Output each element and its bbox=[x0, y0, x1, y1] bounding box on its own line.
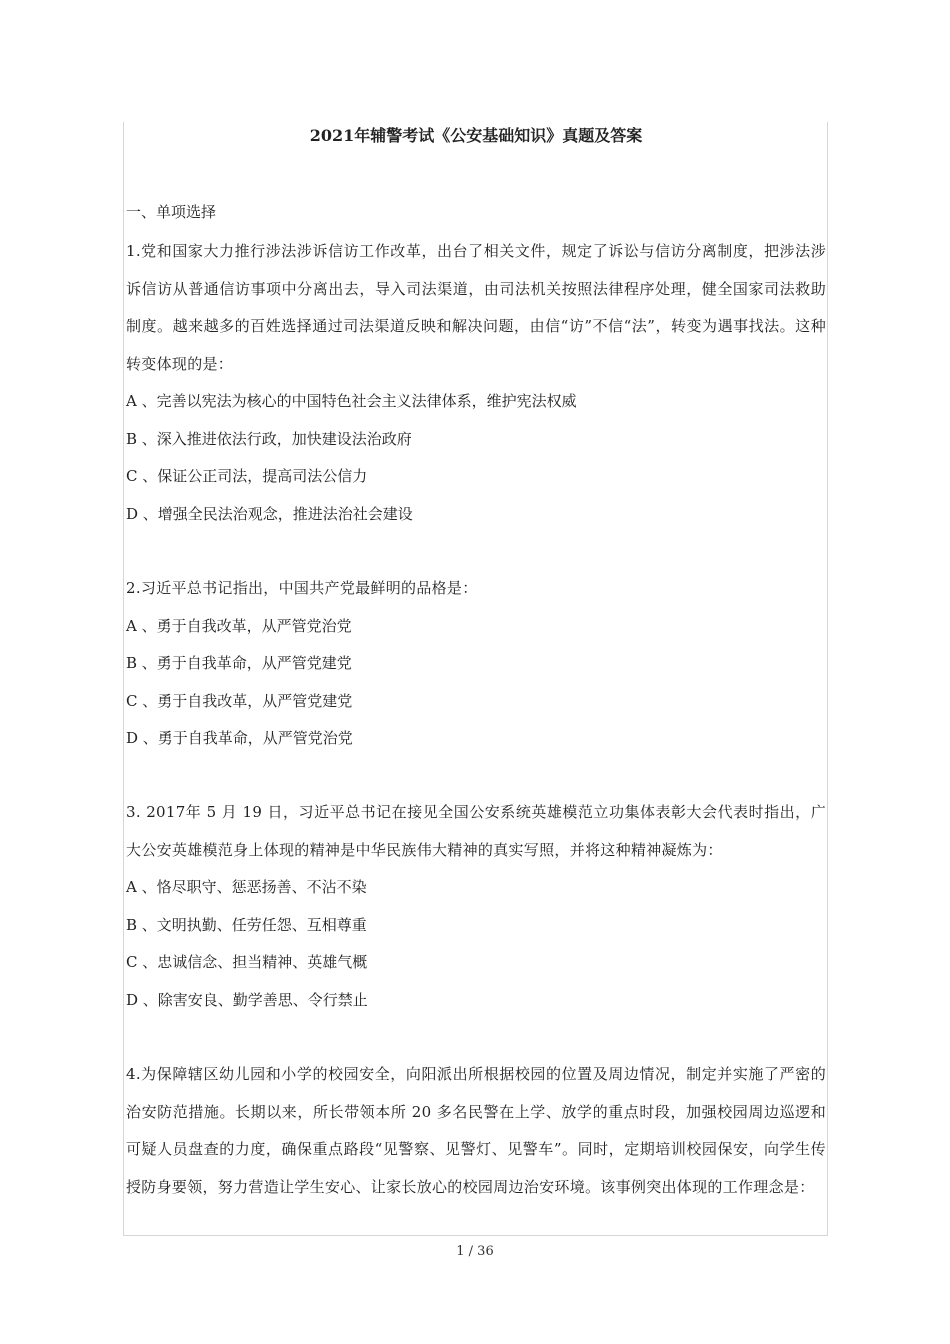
option-a: A 、恪尽职守、惩恶扬善、不沾不染 bbox=[126, 878, 367, 896]
document-title: 2021年辅警考试《公安基础知识》真题及答案 bbox=[309, 126, 643, 145]
option-a: A 、完善以宪法为核心的中国特色社会主义法律体系，维护宪法权威 bbox=[126, 392, 577, 410]
option-a: A 、勇于自我改革，从严管党治党 bbox=[126, 616, 352, 635]
question-4 bbox=[126, 1056, 826, 1206]
option-d: D 、除害安良、勤学善思、令行禁止 bbox=[126, 990, 368, 1009]
option-c: C 、勇于自我改革，从严管党建党 bbox=[126, 691, 353, 710]
option-b: B 、深入推进依法行政，加快建设法治政府 bbox=[126, 429, 412, 448]
option-d: D 、增强全民法治观念，推进法治社会建设 bbox=[126, 504, 413, 523]
option-d: D 、勇于自我革命，从严管党治党 bbox=[126, 729, 353, 747]
option-b: B 、勇于自我革命，从严管党建党 bbox=[126, 654, 352, 672]
question-stem: 4.为保障辖区幼儿园和小学的校园安全，向阳派出所根据校园的位置及周边情况，制定并实施了严密的治安防范措施。长期以来，所长带领本所 20 多名民警在上学、放学的重点时段，加强校园周边巡逻和可疑人员盘查的力度，确保重点路段“见警察、见警灯、见警车”。同时，定期培训校园保安，向学生传授防身要领，努力营造让学生安心、让家长放心的校园周边治安环境。该事例突出体现的工作理念是： bbox=[126, 1065, 826, 1196]
question-stem: 2.习近平总书记指出，中国共产党最鲜明的品格是： bbox=[126, 579, 478, 597]
question-3 bbox=[126, 794, 826, 1019]
question-stem: 1.党和国家大力推行涉法涉诉信访工作改革，出台了相关文件，规定了诉讼与信访分离制度，把涉法涉诉信访从普通信访事项中分离出去，导入司法渠道，由司法机关按照法律程序处理，健全国家司法救助制度。越来越多的百姓选择通过司法渠道反映和解决问题，由信“访”不信“法”，转变为遇事找法。这种转变体现的是： bbox=[126, 242, 826, 373]
document-page bbox=[126, 122, 826, 1196]
section-heading: 一、单项选择 bbox=[126, 203, 217, 221]
option-c: C 、保证公正司法，提高司法公信力 bbox=[126, 467, 368, 485]
option-c: C 、忠诚信念、担当精神、英雄气概 bbox=[126, 953, 368, 971]
question-2 bbox=[126, 570, 826, 758]
page-indicator: 1 / 36 bbox=[456, 1244, 494, 1259]
question-1 bbox=[126, 233, 826, 533]
question-stem: 3. 2017年 5 月 19 日，习近平总书记在接见全国公安系统英雄模范立功集体表彰大会代表时指出，广大公安英雄模范身上体现的精神是中华民族伟大精神的真实写照，并将这种精神凝炼为： bbox=[126, 803, 826, 859]
option-b: B 、文明执勤、任劳任怨、互相尊重 bbox=[126, 915, 367, 934]
